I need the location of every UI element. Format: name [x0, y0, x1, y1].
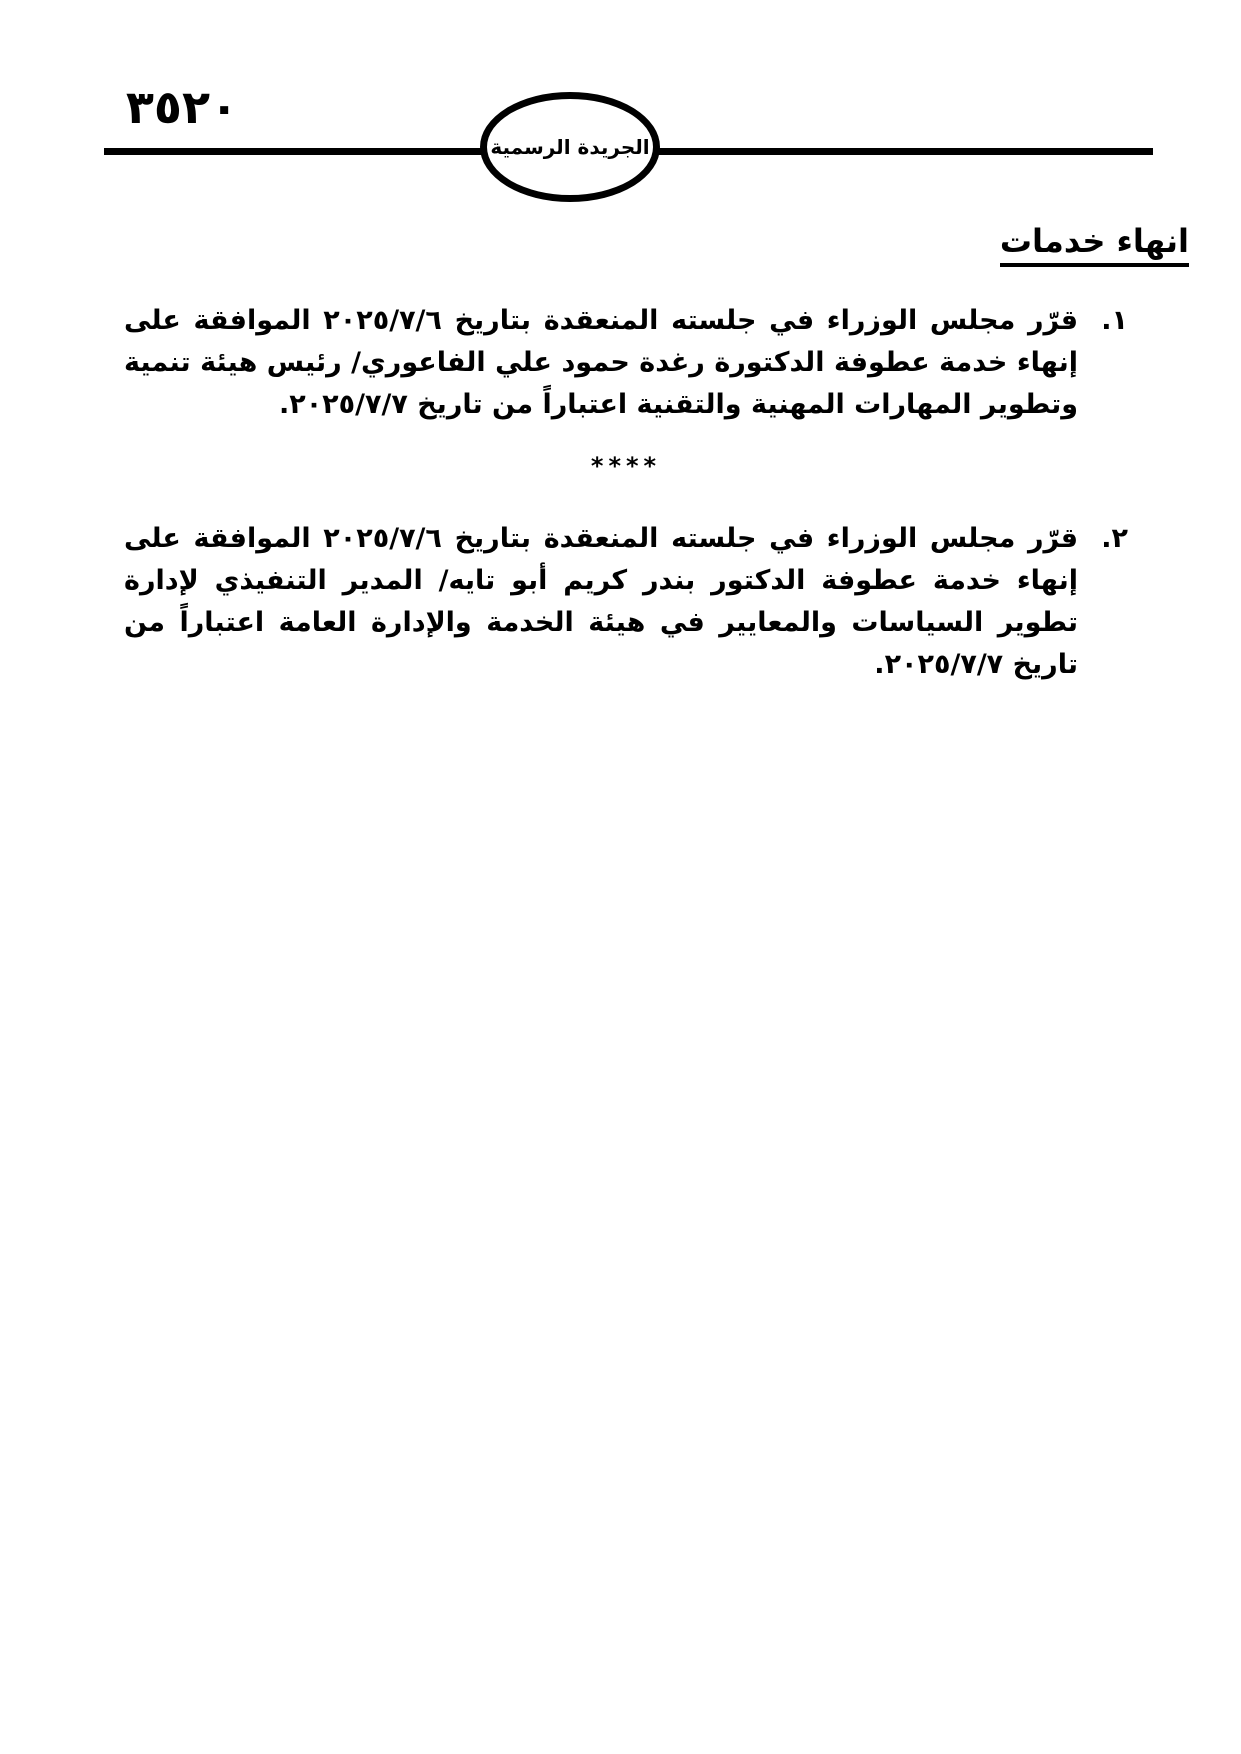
decision-2-text: قرّر مجلس الوزراء في جلسته المنعقدة بتاريخ ٢٠٢٥/٧/٦ الموافقة على إنهاء خدمة عطوفة الدكتور بندر كريم أبو تايه/ المدير التنفيذي لإدارة تطوير السياسات والمعايير في هيئة الخدمة والإدارة العامة اعتباراً من تاريخ ٢٠٢٥/٧/٧. — [124, 523, 1078, 680]
decisions-list — [124, 300, 1128, 686]
decision-item-1 — [124, 300, 1128, 426]
decision-1-number: ١. — [1101, 305, 1128, 336]
decision-1-text: قرّر مجلس الوزراء في جلسته المنعقدة بتاريخ ٢٠٢٥/٧/٦ الموافقة على إنهاء خدمة عطوفة الدكتورة رغدة حمود علي الفاعوري/ رئيس هيئة تنمية وتطوير المهارات المهنية والتقنية اعتباراً من تاريخ ٢٠٢٥/٧/٧. — [124, 305, 1078, 420]
gazette-title-badge — [480, 92, 660, 202]
decision-item-2 — [124, 518, 1128, 686]
page-number: ٣٥٢٠ — [125, 80, 239, 134]
gazette-title: الجريدة الرسمية — [490, 135, 650, 159]
decision-2-number: ٢. — [1101, 523, 1128, 554]
section-separator: **** — [590, 452, 662, 480]
section-heading: انهاء خدمات — [1000, 222, 1189, 267]
